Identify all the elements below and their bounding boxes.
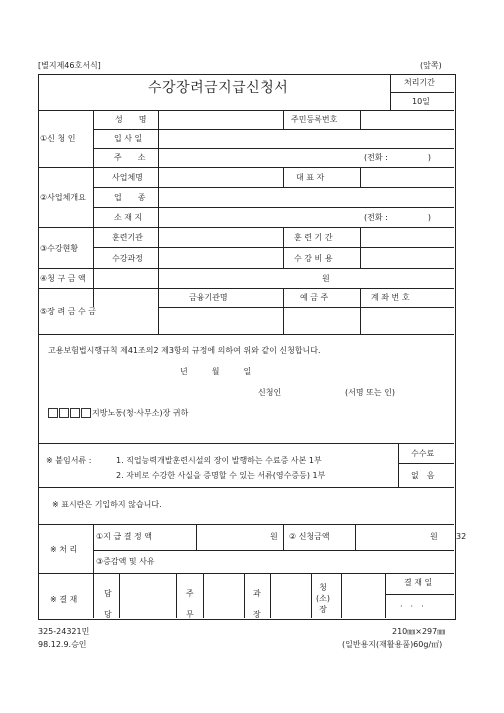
account-label: 계 좌 번 호 bbox=[371, 293, 410, 302]
location-label: 소 재 지 bbox=[114, 213, 143, 222]
hire-date-label: 입 사 일 bbox=[114, 134, 143, 143]
approver-section-chief: 과 장 bbox=[253, 589, 261, 619]
blank-box bbox=[48, 408, 58, 418]
attachment-item-2: 2. 자비로 수강한 사실을 증명할 수 있는 서류(영수증등) 1부 bbox=[116, 471, 326, 480]
company-name-label: 사업체명 bbox=[112, 173, 143, 182]
representative-label: 대 표 자 bbox=[296, 173, 325, 182]
declaration-signature: (서명 또는 인) bbox=[345, 388, 395, 397]
rrn-label: 주민등록번호 bbox=[291, 115, 338, 124]
claim-unit: 원 bbox=[322, 274, 330, 283]
decided-amount-label: ①지 급 결 정 액 bbox=[96, 532, 152, 541]
bank-label: 금융기관명 bbox=[189, 293, 228, 302]
business-section-label: ②사업체개요 bbox=[40, 193, 86, 202]
declaration-text: 고용보험법시행규칙 제41조의2 제3항의 규정에 의하여 위와 같이 신청합니다. bbox=[48, 346, 321, 355]
footer-code: 325-24321민 bbox=[38, 627, 90, 636]
addressee-line bbox=[48, 408, 188, 418]
name-label: 성 명 bbox=[115, 115, 147, 124]
blank-box bbox=[59, 408, 69, 418]
page-side: (앞쪽) bbox=[420, 61, 442, 70]
fee-value: 없 음 bbox=[411, 471, 435, 480]
approver-head: 청 (소) 장 bbox=[316, 583, 330, 614]
receipt-section-label: ⑤장 려 금 수 금 bbox=[40, 307, 96, 316]
claim-section-label: ④청 구 금 액 bbox=[40, 274, 86, 283]
form-number: [별지제46호서식] bbox=[38, 61, 101, 70]
training-period-label: 훈 련 기 간 bbox=[294, 233, 333, 242]
industry-label: 업 종 bbox=[114, 193, 146, 202]
blank-box bbox=[81, 408, 91, 418]
decided-unit: 원 bbox=[270, 532, 278, 541]
institution-label: 훈련기관 bbox=[112, 233, 143, 242]
attachments-label: ※ 붙임서류 : bbox=[46, 456, 92, 465]
processing-period-label: 처리기간 bbox=[404, 78, 435, 87]
course-label: 수강과정 bbox=[112, 254, 143, 263]
requested-unit: 원 bbox=[430, 532, 438, 541]
approver-officer: 담 당 bbox=[104, 589, 112, 619]
address-label: 주 소 bbox=[114, 153, 146, 162]
form-title: 수강장려금지급신청서 bbox=[148, 80, 289, 96]
footer-size: 210㎜×297㎜ bbox=[392, 627, 446, 636]
fee-label: 수수료 bbox=[411, 449, 435, 458]
declaration-date: 년 월 일 bbox=[180, 367, 252, 376]
applicant-phone: (전화 : ) bbox=[364, 153, 431, 162]
approval-date-label: 결 재 일 bbox=[404, 578, 433, 587]
applicant-section-label: ①신 청 인 bbox=[40, 134, 76, 143]
course-cost-label: 수 강 비 용 bbox=[294, 254, 333, 263]
footer-approved: 98.12.9.승인 bbox=[38, 640, 87, 649]
business-phone: (전화 : ) bbox=[364, 213, 431, 222]
approval-date-value: · · · bbox=[400, 602, 424, 611]
declaration-applicant: 신청인 bbox=[258, 388, 282, 397]
requested-amount-label: ② 신청금액 bbox=[289, 532, 330, 541]
addressee: 지방노동(청·사무소)장 귀하 bbox=[92, 408, 189, 418]
note-text: ※ 표시란은 기입하지 않습니다. bbox=[52, 500, 162, 509]
attachment-item-1: 1. 직업능력개발훈련시설의 장이 발행하는 수료증 사본 1부 bbox=[116, 456, 322, 465]
course-section-label: ③수강현황 bbox=[40, 244, 79, 253]
processing-period-value: 10일 bbox=[412, 97, 430, 106]
processing-section-label: ※ 처 리 bbox=[50, 545, 78, 554]
blank-box bbox=[70, 408, 80, 418]
approval-section-label: ※ 결 재 bbox=[50, 595, 78, 604]
change-reason-label: ③증감액 및 사유 bbox=[96, 557, 155, 566]
footer-paper: (일반용지(재활용품)60g/㎡) bbox=[342, 640, 443, 649]
side-mark: 32 bbox=[456, 532, 467, 541]
approver-chief: 주 무 bbox=[186, 589, 194, 619]
holder-label: 예 금 주 bbox=[300, 293, 329, 302]
